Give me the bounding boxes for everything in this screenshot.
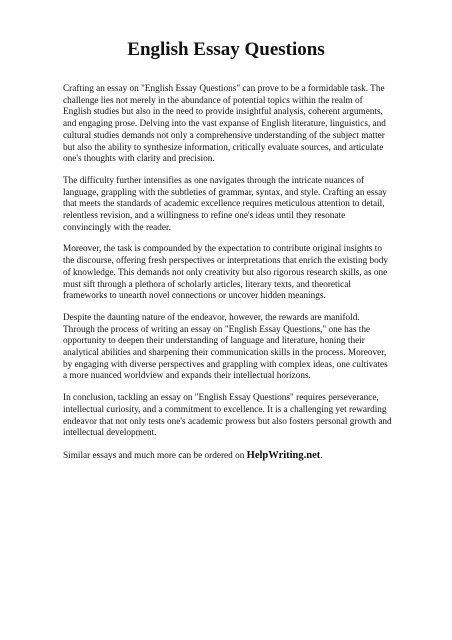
- paragraph-1: Crafting an essay on "English Essay Questions" can prove to be a formidable task. The challenge lies not merely in the abundance of potential topics within the realm of English studies but also in the need to provide insightful analysis, coherent arguments, and engaging prose. Delving into the vast expanse of English literature, linguistics, and cultural studies demands not only a comprehensive understanding of the subject matter but also the ability to synthesize information, critically evaluate sources, and articulate one's thoughts with clarity and precision.: [63, 84, 386, 165]
- document-body: [63, 84, 393, 463]
- footer-line: [63, 450, 393, 463]
- paragraph-4: Despite the daunting nature of the endeavor, however, the rewards are manifold. Through the process of writing an essay on "English Essay Questions," one has the opportunity to deepen their understanding of language and literature, honing their analytical abilities and sharpening their communication skills in the process. Moreover, by engaging with diverse perspectives and grappling with complex ideas, one cultivates a more nuanced worldview and expands their intellectual horizons.: [63, 312, 388, 382]
- footer-period: .: [320, 450, 323, 461]
- paragraph-5: In conclusion, tackling an essay on "English Essay Questions" requires perseverance, intellectual curiosity, and a commitment to excellence. It is a challenging yet rewarding endeavor that not only tests one's academic prowess but also fosters personal growth and intellectual development.: [63, 393, 392, 439]
- paragraph-2: The difficulty further intensifies as one navigates through the intricate nuances of language, grappling with the subtleties of grammar, syntax, and style. Crafting an essay that meets the standards of academic excellence requires meticulous attention to detail, relentless revision, and a willingness to refine one's ideas until they resonate convincingly with the reader.: [63, 175, 387, 233]
- document-title: English Essay Questions: [127, 39, 325, 60]
- paragraph-3: Moreover, the task is compounded by the expectation to contribute original insights to the discourse, offering fresh perspectives or interpretations that enrich the existing body of knowledge. This demands not only creativity but also rigorous research skills, as one must sift through a plethora of scholarly articles, literary texts, and theoretical frameworks to unearth novel connections or uncover hidden meanings.: [63, 244, 389, 302]
- helpwriting-link[interactable]: HelpWriting.net: [246, 449, 321, 461]
- footer-text: Similar essays and much more can be ordered on: [63, 450, 245, 461]
